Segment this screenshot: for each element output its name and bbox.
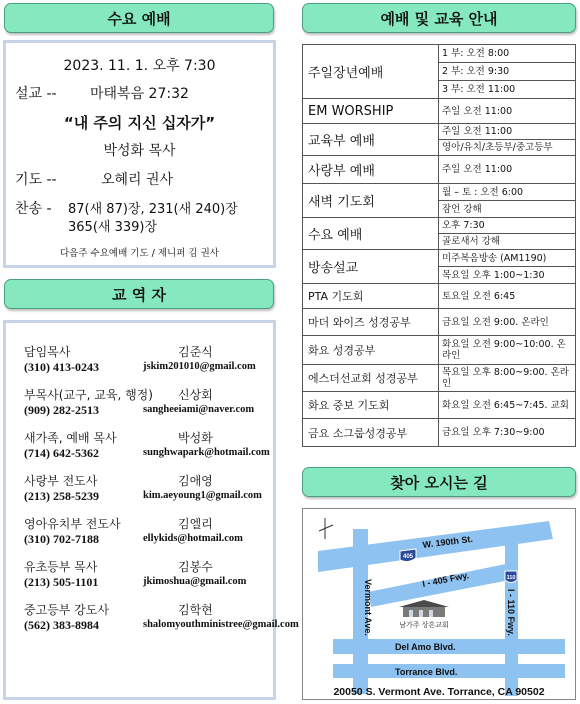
minister-name: 김봉수 <box>178 560 213 574</box>
minister-email: sunghwapark@hotmail.com <box>143 447 270 458</box>
minister-name: 김학현 <box>178 603 213 617</box>
minister-name: 김애영 <box>178 474 213 488</box>
ministers-title: 교 역 자 <box>4 279 274 309</box>
schedule-table <box>302 44 576 447</box>
minister-email: jskim201010@gmail.com <box>143 361 256 372</box>
church-address: 20050 S. Vermont Ave. Torrance, CA 90502 <box>333 686 545 698</box>
schedule-title: 예배 및 교육 안내 <box>302 3 576 33</box>
schedule-time: 1 부: 오전 8:00 <box>439 45 576 63</box>
schedule-time: 영아/유치/초등부/중고등부 <box>439 140 576 156</box>
sermon-label: 설교 -- <box>15 86 57 102</box>
label-w-190th-st: W. 190th St. <box>422 533 474 550</box>
schedule-time: 목요일 오후 1:00~1:30 <box>439 267 576 284</box>
schedule-time: 주일 오전 11:00 <box>439 124 576 140</box>
minister-email: kim.aeyoung1@gmail.com <box>143 490 262 501</box>
minister-title: 사랑부 전도사 <box>24 474 98 488</box>
schedule-name: 마더 와이즈 성경공부 <box>303 309 439 336</box>
schedule-name: PTA 기도회 <box>303 284 439 309</box>
road-map <box>303 509 577 701</box>
next-week-note: 다음주 수요예배 기도 / 제니퍼 김 권사 <box>60 248 219 259</box>
ministers-panel <box>3 320 299 700</box>
schedule-time: 골로새서 강해 <box>439 234 576 250</box>
schedule-time: 화요일 오전 9:00~10:00. 온라인 <box>439 336 576 365</box>
minister-phone: (310) 413-0243 <box>24 360 99 374</box>
interstate-405-shield-icon <box>400 549 416 562</box>
shield-405-label: 405 <box>402 554 414 560</box>
table-row <box>303 365 576 392</box>
minister-email: jkimoshua@gmail.com <box>143 576 247 587</box>
minister-email: ellykids@hotmail.com <box>143 533 243 544</box>
table-row <box>303 184 576 201</box>
schedule-name: 화요 중보 기도회 <box>303 392 439 419</box>
hymn-line-1: 87(새 87)장, 231(새 240)장 <box>68 202 238 217</box>
prayer-person: 오혜리 권사 <box>101 172 174 188</box>
preacher: 박성화 목사 <box>103 143 176 159</box>
table-row <box>303 284 576 309</box>
sermon-title: “내 주의 지신 십자가” <box>63 114 216 132</box>
table-row <box>303 309 576 336</box>
minister-email: sangheeiami@naver.com <box>143 404 255 415</box>
table-row <box>303 156 576 184</box>
minister-phone: (562) 383-8984 <box>24 618 99 632</box>
schedule-time: 주일 오전 11:00 <box>439 99 576 124</box>
wednesday-panel <box>3 40 276 268</box>
schedule-time: 주일 오전 11:00 <box>439 156 576 184</box>
minister-phone: (310) 702-7188 <box>24 532 99 546</box>
hymn-label: 찬송 - <box>15 201 52 217</box>
schedule-time: 목요일 오후 8:00~9:00. 온라인 <box>439 365 576 392</box>
schedule-time: 잠언 강해 <box>439 201 576 218</box>
minister-title: 담임목사 <box>24 345 71 359</box>
minister-name: 김엘리 <box>178 517 213 531</box>
sermon-scripture: 마태복음 27:32 <box>90 86 189 102</box>
minister-title: 부목사(교구, 교육, 행정) <box>24 388 153 402</box>
schedule-name: 화요 성경공부 <box>303 336 439 365</box>
minister-name: 신상회 <box>178 388 213 402</box>
minister-phone: (714) 642-5362 <box>24 446 99 460</box>
service-datetime: 2023. 11. 1. 오후 7:30 <box>63 58 216 74</box>
minister-email: shalomyouthministree@gmail.com <box>143 619 299 630</box>
minister-phone: (909) 282-2513 <box>24 403 99 417</box>
table-row <box>303 45 576 63</box>
wednesday-title: 수요 예배 <box>4 3 274 33</box>
minister-title: 유초등부 목사 <box>24 560 98 574</box>
label-vermont-ave: Vermont Ave. <box>363 579 373 636</box>
minister-name: 박성화 <box>178 431 213 445</box>
schedule-time: 2 부: 오전 9:30 <box>439 63 576 81</box>
schedule-time: 금요일 오후 7:30~9:00 <box>439 419 576 447</box>
directions-map <box>302 508 576 700</box>
minister-phone: (213) 505-1101 <box>24 575 99 589</box>
church-building-icon <box>399 600 449 617</box>
schedule-time: 화요일 오전 6:45~7:45. 교회 <box>439 392 576 419</box>
table-row <box>303 336 576 365</box>
north-arrow-icon <box>319 518 333 539</box>
minister-title: 영아유치부 전도사 <box>24 517 121 531</box>
hymn-line-2: 365(새 339)장 <box>68 220 158 235</box>
shield-110-label: 110 <box>506 575 516 581</box>
table-row <box>303 124 576 140</box>
schedule-time: 미주복음방송 (AM1190) <box>439 250 576 267</box>
label-i-110: I - 110 Fwy. <box>506 589 516 636</box>
prayer-label: 기도 -- <box>15 172 57 188</box>
schedule-name: 방송설교 <box>303 250 439 284</box>
schedule-time: 3 부: 오전 11:00 <box>439 81 576 99</box>
table-row <box>303 392 576 419</box>
table-row <box>303 99 576 124</box>
directions-title: 찾아 오시는 길 <box>302 467 576 497</box>
schedule-name: EM WORSHIP <box>303 99 439 124</box>
schedule-name: 에스더선교회 성경공부 <box>303 365 439 392</box>
table-row <box>303 419 576 447</box>
minister-title: 중고등부 강도사 <box>24 603 109 617</box>
table-row <box>303 218 576 234</box>
schedule-time: 금요일 오전 9:00. 온라인 <box>439 309 576 336</box>
interstate-110-shield-icon <box>505 571 517 583</box>
schedule-time: 월 – 토 : 오전 6:00 <box>439 184 576 201</box>
schedule-time: 오후 7:30 <box>439 218 576 234</box>
label-torrance-blvd: Torrance Blvd. <box>395 667 458 677</box>
schedule-name: 새벽 기도회 <box>303 184 439 218</box>
schedule-name: 사랑부 예배 <box>303 156 439 184</box>
schedule-name: 금요 소그룹성경공부 <box>303 419 439 447</box>
label-del-amo-blvd: Del Amo Blvd. <box>395 642 456 652</box>
minister-title: 새가족, 예배 목사 <box>24 431 117 445</box>
schedule-time: 토요일 오전 6:45 <box>439 284 576 309</box>
church-label: 남가주 상흔교회 <box>399 621 449 629</box>
minister-name: 김준식 <box>178 345 213 359</box>
schedule-name: 주일장년예배 <box>303 45 439 99</box>
schedule-name: 교육부 예배 <box>303 124 439 156</box>
minister-phone: (213) 258-5239 <box>24 489 99 503</box>
label-i-405: I - 405 Fwy. <box>421 570 470 589</box>
schedule-name: 수요 예배 <box>303 218 439 250</box>
table-row <box>303 250 576 267</box>
